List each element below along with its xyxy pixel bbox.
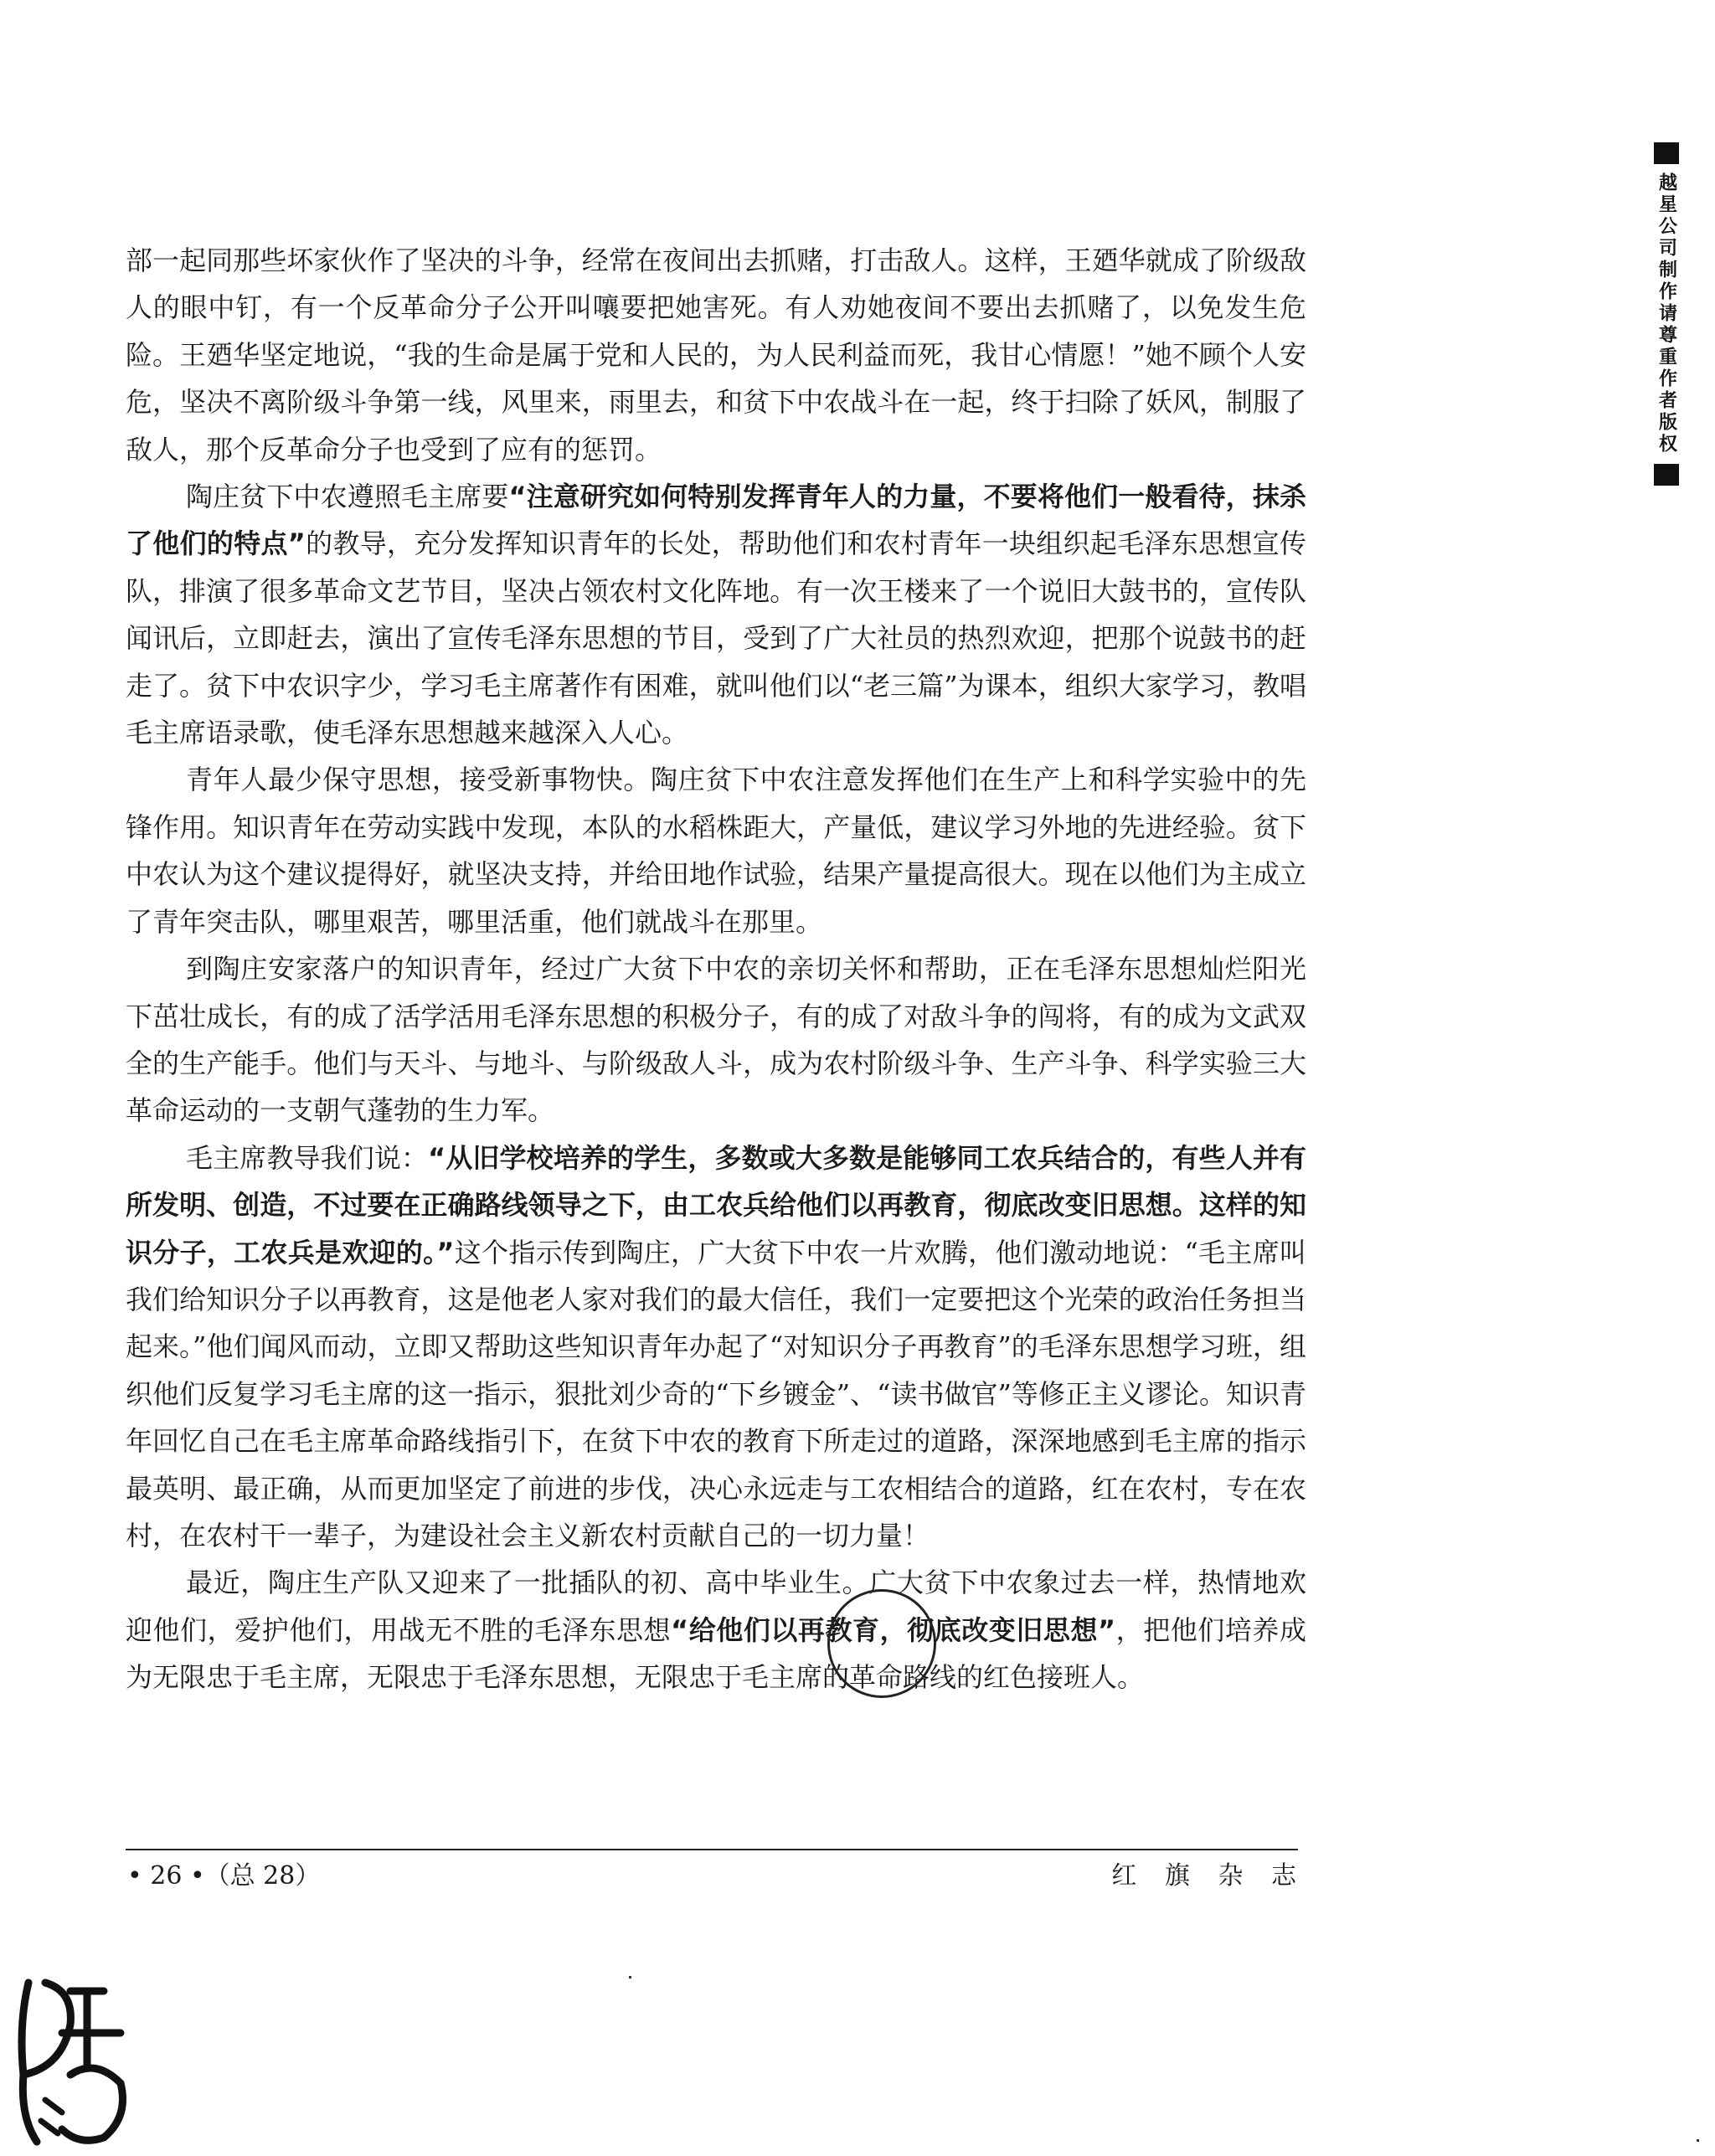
seal-stamp (12, 1974, 137, 2150)
paragraph (126, 237, 1306, 473)
paragraph (126, 756, 1306, 945)
paragraph-text: 最近，陶庄生产队又迎来了一批插队的初、高中毕业生。广大贫下中农象过去一样，热情地欢迎他们，爱护他们，用战无不胜的毛泽东思想 (126, 1567, 1306, 1646)
paragraph-text: 毛主席教导我们说： (186, 1141, 429, 1174)
article-body (126, 237, 1306, 1701)
watermark-strip (1648, 142, 1685, 486)
paragraph-text: 青年人最少保守思想，接受新事物快。陶庄贫下中农注意发挥他们在生产上和科学实验中的先锋作用。知识青年在劳动实践中发现，本队的水稻株距大，产量低，建议学习外地的先进经验。贫下中农认为这个建议提得好，就坚决支持，并给田地作试验，结果产量提高很大。现在以他们为主成立了青年突击队，哪里艰苦，哪里活重，他们就战斗在那里。 (126, 764, 1306, 938)
watermark-bar-bottom (1654, 464, 1679, 486)
paragraph-text: 陶庄贫下中农遵照毛主席要 (186, 481, 509, 513)
watermark-label: 越星公司制作请尊重作者版权 (1656, 172, 1677, 455)
journal-title: 红 旗 杂 志 (1111, 1861, 1306, 1891)
paragraph-text: ，把他们培养成为无限忠于毛主席，无限忠于毛泽东思想，无限忠于毛主席的革命路线的红色接班人。 (126, 1613, 1306, 1694)
scan-speck (1697, 2139, 1699, 2142)
paragraph-text: 这个指示传到陶庄，广大贫下中农一片欢腾，他们激动地说：“毛主席叫我们给知识分子以再教育，这是他老人家对我们的最大信任，我们一定要把这个光荣的政治任务担当起来。”他们闻风而动，立即又帮助这些知识青年办起了“对知识分子再教育”的毛泽东思想学习班，组织他们反复学习毛主席的这一指示，狠批刘少奇的“下乡镀金”、“读书做官”等修正主义谬论。知识青年回忆自己在毛主席革命路线指引下，在贫下中农的教育下所走过的道路，深深地感到毛主席的指示最英明、最正确，从而更加坚定了前进的步伐，决心永远走与工农相结合的道路，红在农村，专在农村，在农村干一辈子，为建设社会主义新农村贡献自己的一切力量！ (126, 1236, 1306, 1551)
scan-speck (629, 1976, 631, 1978)
paragraph (126, 473, 1306, 756)
page-number: • 26 •（总 28） (127, 1861, 321, 1891)
paragraph-text: 的教导，充分发挥知识青年的长处，帮助他们和农村青年一块组织起毛泽东思想宣传队，排演了很多革命文艺节目，坚决占领农村文化阵地。有一次王楼来了一个说旧大鼓书的，宣传队闻讯后，立即赶去，演出了宣传毛泽东思想的节目，受到了广大社员的热烈欢迎，把那个说鼓书的赶走了。贫下中农识字少，学习毛主席著作有困难，就叫他们以“老三篇”为课本，组织大家学习，教唱毛主席语录歌，使毛泽东思想越来越深入人心。 (126, 527, 1306, 749)
watermark-bar-top (1654, 142, 1679, 164)
footer-rule (126, 1849, 1298, 1850)
quote-bold-text: “给他们以再教育，彻底改变旧思想” (671, 1613, 1116, 1646)
paragraph (126, 1135, 1306, 1560)
quote-bold-text: “从旧学校培养的学生，多数或大多数是能够同工农兵结合的，有些人并有所发明、创造，不过要在正确路线领导之下，由工农兵给他们以再教育，彻底改变旧思想。这样的知识分子，工农兵是欢迎的。” (126, 1141, 1306, 1268)
circle-mark (827, 1589, 936, 1698)
paragraph-text: 部一起同那些坏家伙作了坚决的斗争，经常在夜间出去抓赌，打击敌人。这样，王廼华就成了阶级敌人的眼中钉，有一个反革命分子公开叫嚷要把她害死。有人劝她夜间不要出去抓赌了，以免发生危险。王廼华坚定地说，“我的生命是属于党和人民的，为人民利益而死，我甘心情愿！”她不顾个人安危，坚决不离阶级斗争第一线，风里来，雨里去，和贫下中农战斗在一起，终于扫除了妖风，制服了敌人，那个反革命分子也受到了应有的惩罚。 (126, 244, 1306, 466)
quote-bold-text: “注意研究如何特别发挥青年人的力量，不要将他们一般看待，抹杀了他们的特点” (126, 481, 1306, 560)
paragraph-text: 到陶庄安家落户的知识青年，经过广大贫下中农的亲切关怀和帮助，正在毛泽东思想灿烂阳光下茁壮成长，有的成了活学活用毛泽东思想的积极分子，有的成了对敌斗争的闯将，有的成为文武双全的生产能手。他们与天斗、与地斗、与阶级敌人斗，成为农村阶级斗争、生产斗争、科学实验三大革命运动的一支朝气蓬勃的生力军。 (126, 953, 1306, 1127)
paragraph (126, 1559, 1306, 1701)
paragraph (126, 945, 1306, 1135)
